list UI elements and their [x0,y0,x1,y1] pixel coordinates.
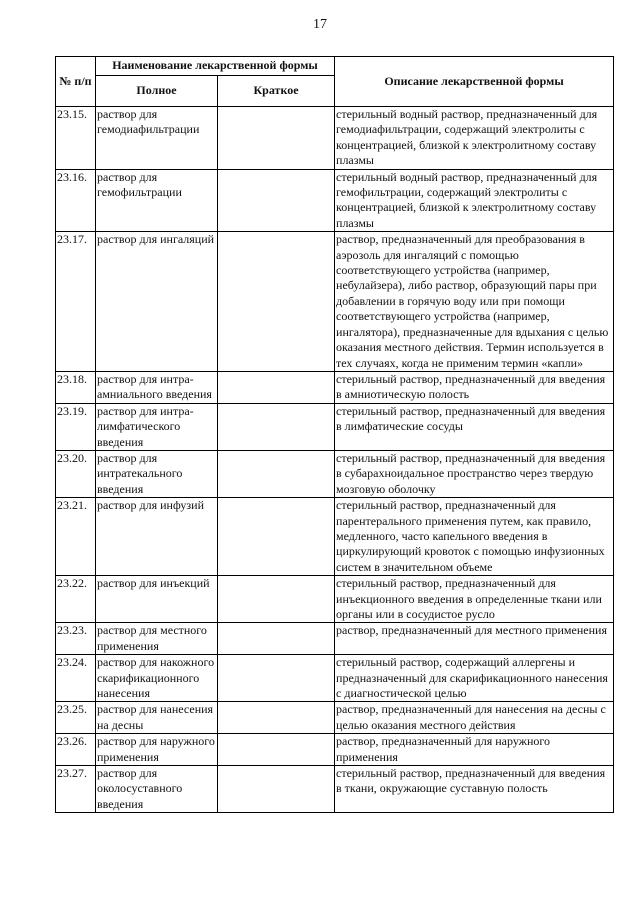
row-full-name: раствор для интра-лимфатического введения [96,403,218,450]
row-short-name [218,169,335,232]
row-short-name [218,766,335,813]
table-header [56,57,614,107]
row-number: 23.21. [56,498,96,576]
dosage-forms-table [55,56,614,813]
row-description: стерильный раствор, предназначенный для парентерального применения путем, как правило, медленного, часто капельного введения в циркулирующий кровоток с помощью инфузионных систем в значительном объеме [335,498,614,576]
row-full-name: раствор для инфузий [96,498,218,576]
row-description: раствор, предназначенный для местного применения [335,623,614,655]
row-short-name [218,498,335,576]
row-full-name: раствор для гемодиафильтрации [96,107,218,170]
row-number: 23.15. [56,107,96,170]
row-description: стерильный раствор, предназначенный для введения в лимфатические сосуды [335,403,614,450]
row-number: 23.27. [56,766,96,813]
row-short-name [218,576,335,623]
table-row [56,107,614,170]
row-number: 23.23. [56,623,96,655]
header-short-name: Краткое [218,76,335,107]
header-number: № п/п [56,57,96,107]
row-short-name [218,107,335,170]
row-short-name [218,450,335,497]
row-full-name: раствор для интратекального введения [96,450,218,497]
row-short-name [218,655,335,702]
table-row [56,734,614,766]
table-row [56,498,614,576]
row-full-name: раствор для инъекций [96,576,218,623]
table-row [56,623,614,655]
row-description: стерильный раствор, предназначенный для введения в субарахноидальное пространство через твердую мозговую оболочку [335,450,614,497]
row-number: 23.26. [56,734,96,766]
table-row [56,371,614,403]
header-name-group: Наименование лекарственной формы [96,57,335,76]
row-number: 23.19. [56,403,96,450]
row-number: 23.22. [56,576,96,623]
row-description: стерильный раствор, предназначенный для введения в амниотическую полость [335,371,614,403]
row-full-name: раствор для гемофильтрации [96,169,218,232]
row-number: 23.18. [56,371,96,403]
row-full-name: раствор для околосуставного введения [96,766,218,813]
row-short-name [218,232,335,372]
header-description: Описание лекарственной формы [335,57,614,107]
row-number: 23.25. [56,702,96,734]
row-full-name: раствор для наружного применения [96,734,218,766]
row-short-name [218,371,335,403]
row-full-name: раствор для местного применения [96,623,218,655]
row-number: 23.24. [56,655,96,702]
row-short-name [218,734,335,766]
table-body [56,107,614,813]
table-row [56,403,614,450]
row-full-name: раствор для нанесения на десны [96,702,218,734]
row-description: стерильный раствор, содержащий аллергены и предназначенный для скарификационного нанесения с диагностической целью [335,655,614,702]
row-description: стерильный раствор, предназначенный для инъекционного введения в определенные ткани или органы или в сосудистое русло [335,576,614,623]
row-number: 23.16. [56,169,96,232]
page-number: 17 [313,17,327,32]
row-full-name: раствор для ингаляций [96,232,218,372]
row-description: стерильный раствор, предназначенный для введения в ткани, окружающие суставную полость [335,766,614,813]
table-row [56,655,614,702]
row-full-name: раствор для накожного скарификационного нанесения [96,655,218,702]
table-row [56,169,614,232]
row-short-name [218,623,335,655]
row-number: 23.20. [56,450,96,497]
table-row [56,232,614,372]
row-short-name [218,403,335,450]
row-number: 23.17. [56,232,96,372]
table-row [56,450,614,497]
header-full-name: Полное [96,76,218,107]
row-description: раствор, предназначенный для наружного применения [335,734,614,766]
table-row [56,766,614,813]
table-row [56,576,614,623]
row-description: стерильный водный раствор, предназначенный для гемофильтрации, содержащий электролиты с концентрацией, близкой к электролитному составу плазмы [335,169,614,232]
row-description: раствор, предназначенный для нанесения на десны с целью оказания местного действия [335,702,614,734]
table-row [56,702,614,734]
row-full-name: раствор для интра-амниального введения [96,371,218,403]
row-description: стерильный водный раствор, предназначенный для гемодиафильтрации, содержащий электролиты с концентрацией, близкой к электролитному составу плазмы [335,107,614,170]
row-description: раствор, предназначенный для преобразования в аэрозоль для ингаляций с помощью соответствующего устройства (например, небулайзера), либо раствор, образующий пары при добавлении в горячую воду или при помощи соответствующего устройства (например, ингалятора), предназначенные для вдыхания с целью оказания местного действия. Термин используется в тех случаях, когда не применим термин «капли» [335,232,614,372]
row-short-name [218,702,335,734]
